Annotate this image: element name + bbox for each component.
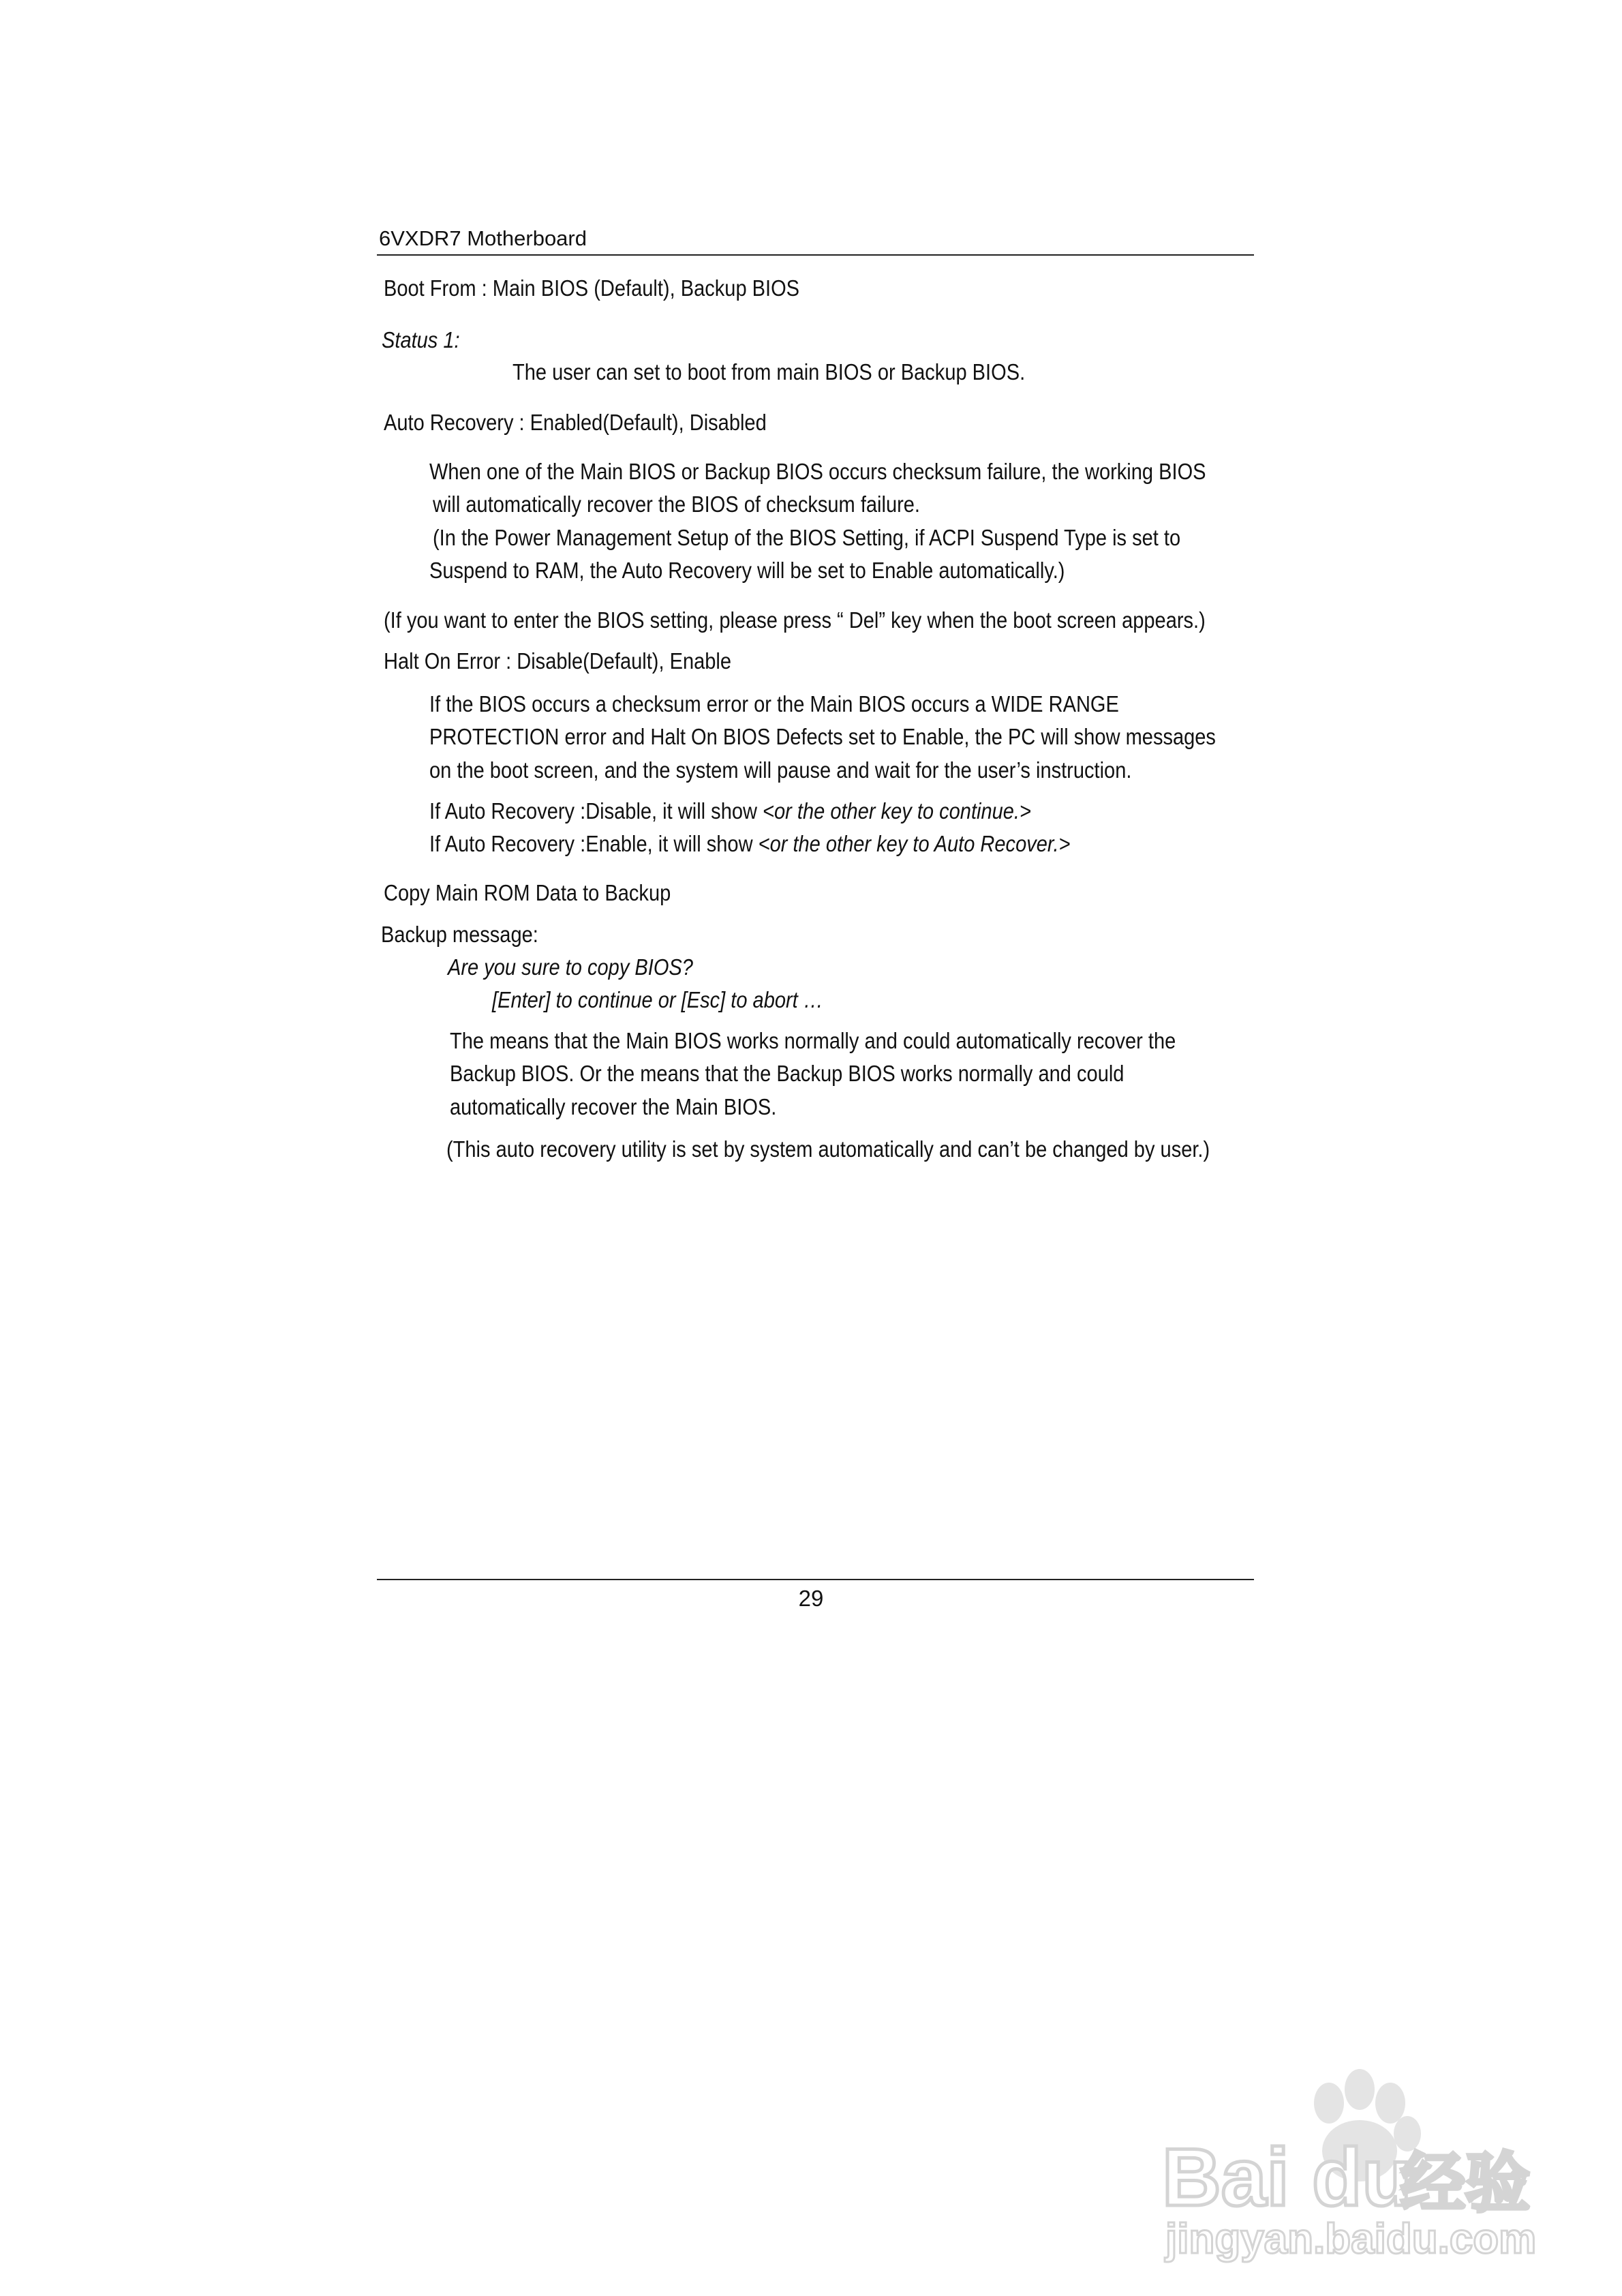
backup-prompt-keys: [Enter] to continue or [Esc] to abort … xyxy=(492,987,823,1012)
auto-recovery-disable-line xyxy=(429,798,1031,825)
enable-message: <or the other key to Auto Recover.> xyxy=(758,831,1071,856)
halt-on-error-line: If the BIOS occurs a checksum error or the Main BIOS occurs a WIDE RANGE xyxy=(429,691,1119,716)
backup-prompt-question: Are you sure to copy BIOS? xyxy=(448,954,693,980)
disable-message: <or the other key to continue.> xyxy=(763,798,1031,824)
header-title: 6VXDR7 Motherboard xyxy=(379,226,587,250)
halt-on-error-heading: Halt On Error : Disable(Default), Enable xyxy=(384,648,732,674)
backup-message-label: Backup message: xyxy=(381,922,538,947)
boot-from-heading: Boot From : Main BIOS (Default), Backup BIOS xyxy=(384,275,800,301)
header-rule xyxy=(377,254,1254,256)
copy-rom-line: The means that the Main BIOS works normally and could automatically recover the xyxy=(450,1028,1176,1053)
halt-on-error-line: on the boot screen, and the system will pause and wait for the user’s instruction. xyxy=(429,757,1132,783)
bios-setting-note: (If you want to enter the BIOS setting, please press “ Del” key when the boot screen appears.) xyxy=(384,607,1206,633)
enable-prefix: If Auto Recovery :Enable, it will show xyxy=(429,831,759,856)
copy-rom-line: automatically recover the Main BIOS. xyxy=(450,1094,777,1119)
paw-icon xyxy=(1155,2066,1564,2270)
auto-recovery-enable-line xyxy=(429,830,1071,858)
auto-recovery-line: (In the Power Management Setup of the BIOS Setting, if ACPI Suspend Type is set to xyxy=(433,525,1181,550)
watermark-brand-cn: 经验 xyxy=(1401,2146,1531,2221)
auto-recovery-utility-note: (This auto recovery utility is set by system automatically and can’t be changed by user.) xyxy=(446,1136,1210,1162)
auto-recovery-line: Suspend to RAM, the Auto Recovery will be set to Enable automatically.) xyxy=(429,558,1065,583)
watermark-url: jingyan.baidu.com xyxy=(1165,2216,1537,2263)
boot-from-text: The user can set to boot from main BIOS or Backup BIOS. xyxy=(512,359,1026,384)
disable-prefix: If Auto Recovery :Disable, it will show xyxy=(429,798,763,824)
auto-recovery-line: When one of the Main BIOS or Backup BIOS occurs checksum failure, the working BIOS xyxy=(429,459,1206,484)
status-label: Status 1: xyxy=(382,327,460,352)
baidu-jingyan-watermark xyxy=(1155,2066,1564,2270)
copy-rom-line: Backup BIOS. Or the means that the Backup BIOS works normally and could xyxy=(450,1061,1124,1086)
auto-recovery-line: will automatically recover the BIOS of checksum failure. xyxy=(433,492,920,517)
auto-recovery-heading: Auto Recovery : Enabled(Default), Disabled xyxy=(384,410,767,435)
copy-rom-heading: Copy Main ROM Data to Backup xyxy=(384,880,671,905)
page-number: 29 xyxy=(798,1586,824,1611)
halt-on-error-line: PROTECTION error and Halt On BIOS Defects set to Enable, the PC will show messages xyxy=(429,724,1216,749)
footer-rule xyxy=(377,1579,1254,1580)
watermark-brand: Bai du xyxy=(1162,2132,1412,2223)
